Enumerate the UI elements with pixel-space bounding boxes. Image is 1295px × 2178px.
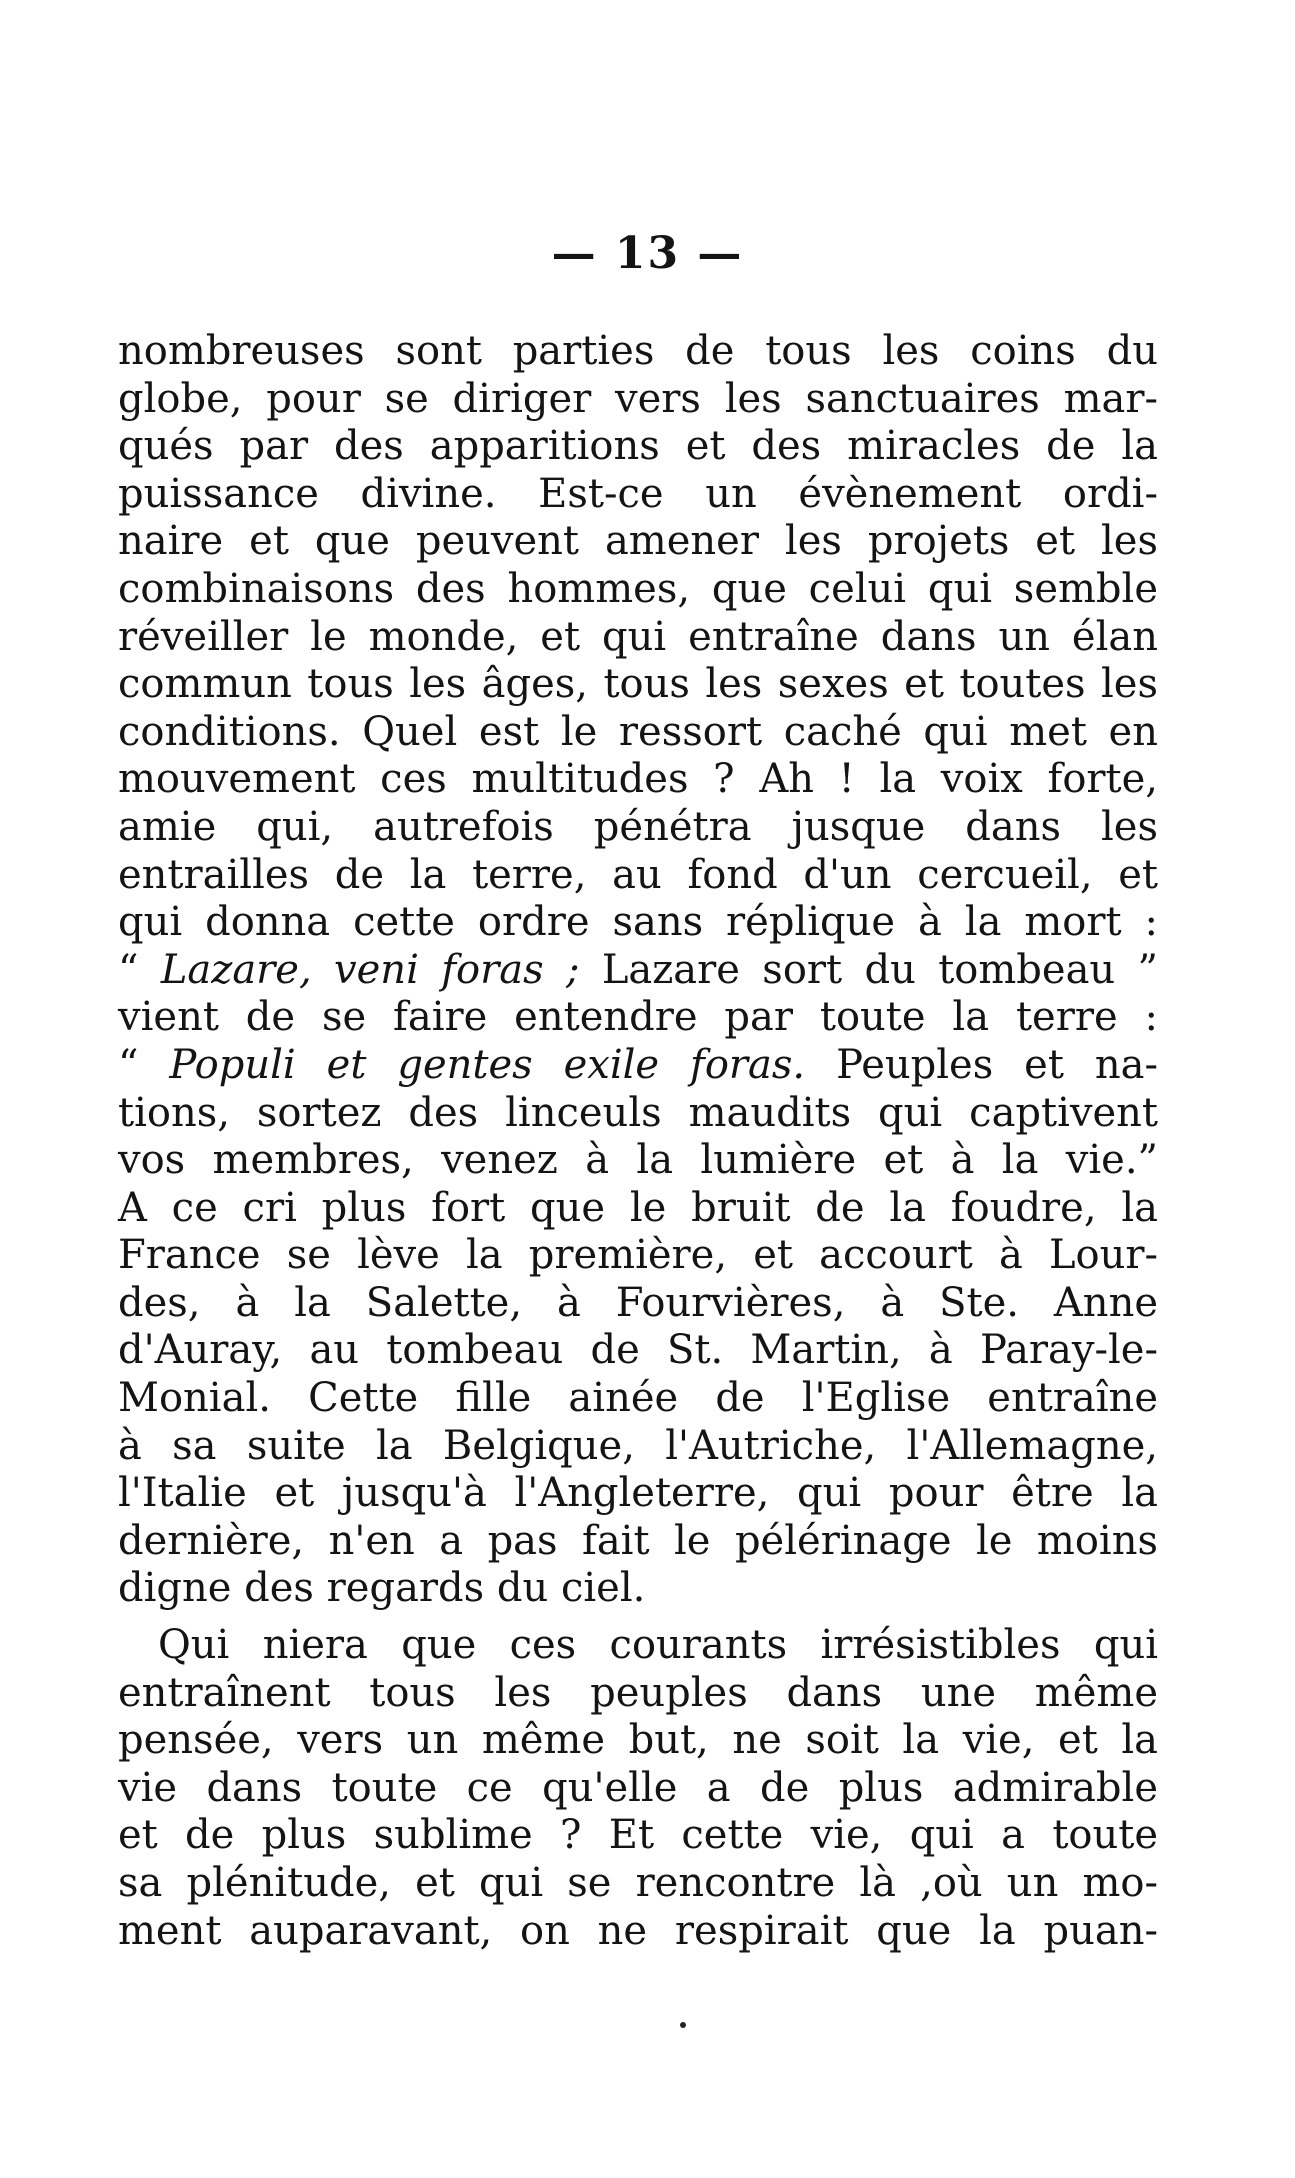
text-line: tions, sortez des linceuls maudits qui captivent [118,1089,1158,1136]
text-line: naire et que peuvent amener les projets et les [118,518,1158,565]
text-line: qués par des apparitions et des miracles de la [118,423,1158,470]
text-line: nombreuses sont parties de tous les coins du [118,328,1158,374]
latin-phrase: Lazare, veni foras ; [160,946,580,993]
text-line: mouvement ces multitudes ? Ah ! la voix forte, [118,756,1158,803]
text-line: vient de se faire entendre par toute la terre : [118,994,1158,1041]
text-line: l'Italie et jusqu'à l'Angleterre, qui pour être la [118,1470,1158,1517]
text-line: ment auparavant, on ne respirait que la puan- [118,1907,1158,1954]
text-line: puissance divine. Est-ce un évènement ordi- [118,470,1158,517]
latin-phrase: Populi et gentes exile foras. [169,1041,806,1088]
text-line: d'Auray, au tombeau de St. Martin, à Paray-le- [118,1327,1158,1374]
text-line: entraînent tous les peuples dans une même [118,1669,1158,1716]
text-line: et de plus sublime ? Et cette vie, qui a toute [118,1812,1158,1859]
text-line: pensée, vers un même but, ne soit la vie, et la [118,1717,1158,1764]
text-line: A ce cri plus fort que le bruit de la foudre, la [118,1184,1158,1231]
page-number: — 13 — [551,228,744,279]
text-line: Qui niera que ces courants irrésistibles qui [158,1622,1158,1668]
text-line: France se lève la première, et accourt à Lour- [118,1232,1158,1279]
text-line: vos membres, venez à la lumière et à la vie.” [118,1137,1158,1184]
text-line: Monial. Cette fille ainée de l'Eglise entraîne [118,1375,1158,1422]
text-line: entrailles de la terre, au fond d'un cercueil, et [118,851,1158,898]
text-line: commun tous les âges, tous les sexes et toutes les [118,661,1158,708]
text-line-latin-quote: “ Lazare, veni foras ; Lazare sort du tombeau ” [118,946,1159,993]
print-speck [680,2022,686,2028]
paragraph-2 [118,1622,1158,1955]
text-line: amie qui, autrefois pénétra jusque dans les [118,803,1158,850]
paragraph-1 [118,328,1158,1613]
text-line: dernière, n'en a pas fait le pélérinage le moins [118,1517,1158,1564]
text-line: combinaisons des hommes, que celui qui semble [118,565,1158,612]
text-line: réveiller le monde, et qui entraîne dans un élan [118,613,1158,660]
text-line: vie dans toute ce qu'elle a de plus admirable [118,1764,1158,1811]
text-line: digne des regards du ciel. [118,1565,646,1612]
text-line: globe, pour se diriger vers les sanctuaires mar- [118,375,1158,422]
text-line: des, à la Salette, à Fourvières, à Ste. Anne [118,1279,1158,1326]
text-line-latin-quote: “ Populi et gentes exile foras. Peuples et na- [118,1041,1158,1088]
text-line: conditions. Quel est le ressort caché qui met en [118,708,1158,755]
text-line: à sa suite la Belgique, l'Autriche, l'Allemagne, [118,1422,1158,1469]
text-line: sa plénitude, et qui se rencontre là ,où un mo- [118,1859,1158,1906]
text-line: qui donna cette ordre sans réplique à la mort : [118,899,1158,946]
